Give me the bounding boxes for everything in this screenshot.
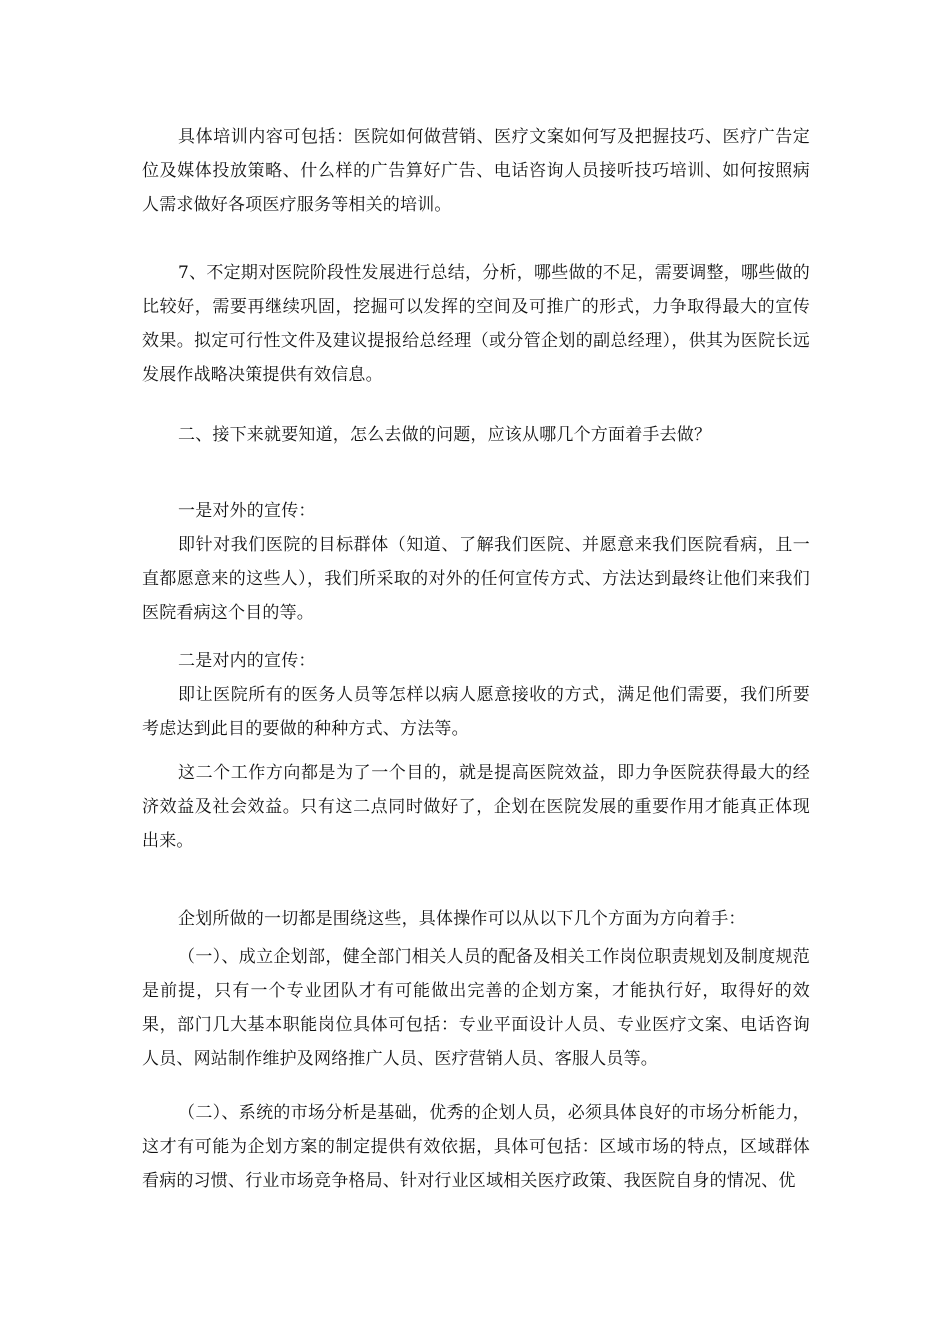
paragraph-item-two: （二）、系统的市场分析是基础，优秀的企划人员，必须具体良好的市场分析能力，这才有可能为企划方案的制定提供有效依据，具体可包括：区域市场的特点，区域群体看病的习惯、行业市场竞争格局、针对行业区域相关医疗政策、我医院自身的情况、优 bbox=[142, 1103, 810, 1191]
paragraph-training-content: 具体培训内容可包括：医院如何做营销、医疗文案如何写及把握技巧、医疗广告定位及媒体投放策略、什么样的广告算好广告、电话咨询人员接听技巧培训、如何按照病人需求做好各项医疗服务等相关的培训。 bbox=[142, 127, 810, 215]
paragraph-external-body: 即针对我们医院的目标群体（知道、了解我们医院、并愿意来我们医院看病，且一直都愿意来的这些人），我们所采取的对外的任何宣传方式、方法达到最终让他们来我们医院看病这个目的等。 bbox=[142, 535, 810, 623]
paragraph-planning-intro: 企划所做的一切都是围绕这些，具体操作可以从以下几个方面为方向着手： bbox=[178, 909, 746, 929]
paragraph-external-heading: 一是对外的宣传： bbox=[178, 501, 316, 521]
section-heading-how-to-do: 二、接下来就要知道，怎么去做的问题，应该从哪几个方面着手去做？ bbox=[178, 425, 712, 445]
paragraph-periodic-summary: 7、不定期对医院阶段性发展进行总结，分析，哪些做的不足，需要调整，哪些做的比较好，需要再继续巩固，挖掘可以发挥的空间及可推广的形式，力争取得最大的宣传效果。拟定可行性文件及建议提报给总经理（或分管企划的副总经理），供其为医院长远发展作战略决策提供有效信息。 bbox=[142, 263, 810, 385]
paragraph-internal-heading: 二是对内的宣传： bbox=[178, 651, 316, 671]
paragraph-two-directions: 这二个工作方向都是为了一个目的，就是提高医院效益，即力争医院获得最大的经济效益及社会效益。只有这二点同时做好了，企划在医院发展的重要作用才能真正体现出来。 bbox=[142, 763, 810, 851]
paragraph-internal-body: 即让医院所有的医务人员等怎样以病人愿意接收的方式，满足他们需要，我们所要考虑达到此目的要做的种种方式、方法等。 bbox=[142, 685, 810, 739]
paragraph-item-one: （一）、成立企划部，健全部门相关人员的配备及相关工作岗位职责规划及制度规范是前提，只有一个专业团队才有可能做出完善的企划方案，才能执行好，取得好的效果，部门几大基本职能岗位具体可包括：专业平面设计人员、专业医疗文案、电话咨询人员、网站制作维护及网络推广人员、医疗营销人员、客服人员等。 bbox=[142, 947, 810, 1069]
